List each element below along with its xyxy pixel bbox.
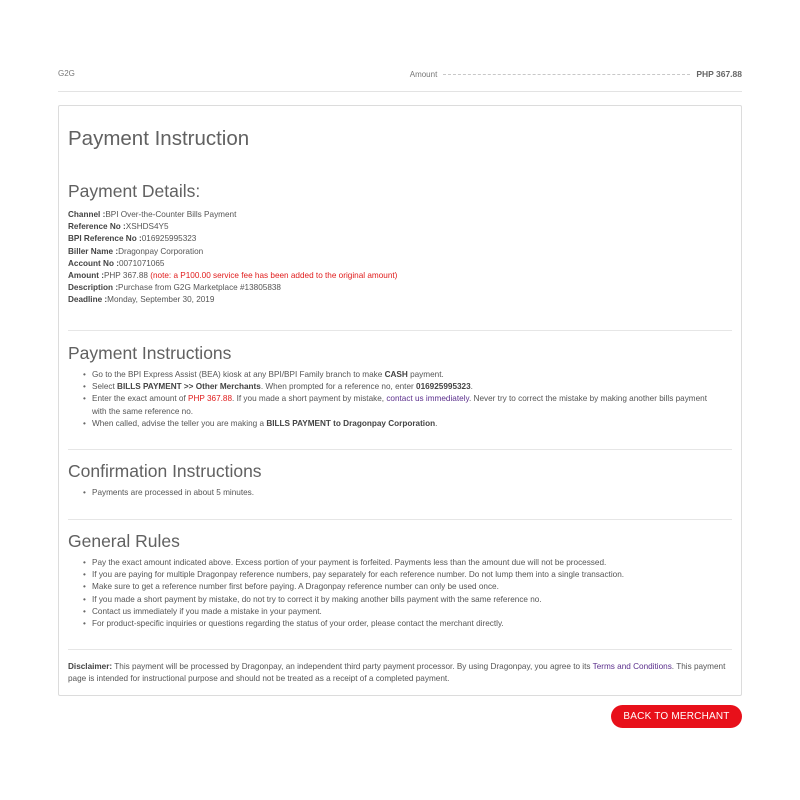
amount-value: PHP 367.88 <box>696 69 742 79</box>
list-item: • When called, advise the teller you are making a BILLS PAYMENT to Dragonpay Corporation. <box>83 418 711 430</box>
general-rules-heading: General Rules <box>68 531 180 551</box>
detail-row-deadline: Deadline :Monday, September 30, 2019 <box>68 295 215 305</box>
section-divider <box>68 649 732 650</box>
payment-details-heading: Payment Details: <box>68 181 201 201</box>
list-item: • Pay the exact amount indicated above. Excess portion of your payment is forfeited. Payments less than the amount due will not be processed. <box>83 557 711 569</box>
detail-row-bpi-reference: BPI Reference No :016925995323 <box>68 234 197 244</box>
merchant-name: G2G <box>58 69 75 78</box>
service-fee-note: (note: a P100.00 service fee has been added to the original amount) <box>150 271 398 281</box>
section-divider <box>68 330 732 331</box>
amount-label: Amount <box>409 69 438 79</box>
summary-bar <box>58 66 742 82</box>
page-title: Payment Instruction <box>68 127 250 150</box>
payment-details-list <box>68 209 397 307</box>
list-item: • If you made a short payment by mistake, do not try to correct it by making another bills payment with the same reference no. <box>83 594 711 606</box>
detail-row-description: Description :Purchase from G2G Marketplace #13805838 <box>68 283 281 293</box>
section-divider <box>68 519 732 520</box>
terms-link[interactable]: Terms and Conditions <box>592 662 672 671</box>
detail-row-channel: Channel :BPI Over-the-Counter Bills Payment <box>68 210 237 219</box>
list-item: • Select BILLS PAYMENT >> Other Merchants. When prompted for a reference no, enter 016925995323. <box>83 381 711 393</box>
general-rules-list <box>83 557 711 630</box>
section-divider <box>68 449 732 450</box>
list-item: • Enter the exact amount of PHP 367.88. If you made a short payment by mistake, contact us immediately. Never try to correct the mistake by making another bills payment with the same reference no. <box>83 393 711 417</box>
detail-row-account: Account No :0071071065 <box>68 258 165 268</box>
amount-leader-line <box>443 74 690 75</box>
detail-row-biller: Biller Name :Dragonpay Corporation <box>68 246 204 256</box>
exact-amount: PHP 367.88 <box>188 394 233 404</box>
payment-instructions-heading: Payment Instructions <box>68 343 232 363</box>
list-item: • Contact us immediately if you made a mistake in your payment. <box>83 606 711 618</box>
back-to-merchant-button[interactable]: BACK TO MERCHANT <box>611 705 742 728</box>
header-divider <box>58 91 742 92</box>
contact-us-link[interactable]: contact us immediately <box>386 394 469 404</box>
detail-row-amount: Amount :PHP 367.88 (note: a P100.00 service fee has been added to the original amount) <box>68 271 398 281</box>
list-item: • Make sure to get a reference number first before paying. A Dragonpay reference number can only be used once. <box>83 581 711 593</box>
detail-row-reference: Reference No :XSHDS4Y5 <box>68 222 169 232</box>
confirmation-heading: Confirmation Instructions <box>68 461 262 481</box>
disclaimer: Disclaimer: This payment will be processed by Dragonpay, an independent third party payment processor. By using Dragonpay, you agree to its Terms and Conditions. This payment page is intended for instructional purpose and should not be treated as a receipt of a completed payment. <box>68 662 726 684</box>
amount-summary <box>410 69 742 79</box>
payment-instructions-list <box>83 369 711 430</box>
instruction-card <box>58 105 742 696</box>
list-item: • For product-specific inquiries or questions regarding the status of your order, please contact the merchant directly. <box>83 618 711 630</box>
list-item: • If you are paying for multiple Dragonpay reference numbers, pay separately for each reference number. Do not lump them into a single transaction. <box>83 569 711 581</box>
list-item: • Go to the BPI Express Assist (BEA) kiosk at any BPI/BPI Family branch to make CASH payment. <box>83 369 711 381</box>
list-item: • Payments are processed in about 5 minutes. <box>83 487 711 499</box>
confirmation-list <box>83 487 711 499</box>
